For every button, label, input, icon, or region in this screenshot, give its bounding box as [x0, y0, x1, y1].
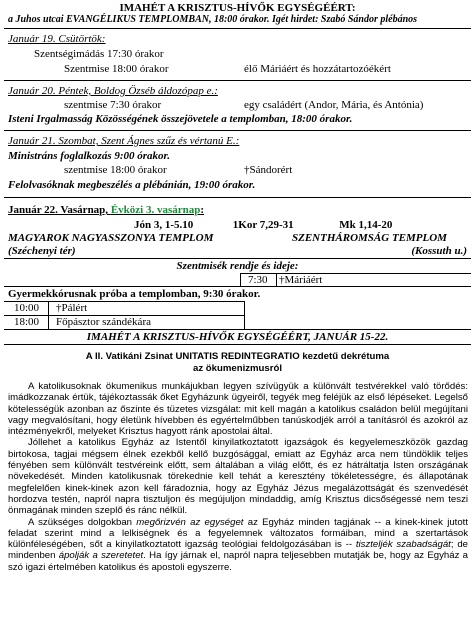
table-border: [244, 301, 245, 329]
article-paragraph-1: A katolikusoknak ökumenikus munkájukban legyen szívügyük a különvált testvérekkel való törődés: imádkozzanak értük, tájékoztassák őket Egyházunk ügyeiről, tegyék meg feléjük az első lépéseket. Legelső kötelességük azonban az őszinte és tüzetes vizsgálat: mit kell magán a katolikus családon belül megújítani vagy megvalósítani, hogy életünk hívebben és egyértelműbben tanúskodjék arról a tanításról és azokról az intézményekről, melyeket Krisztus hagyott ránk apostolai által.: [8, 381, 468, 438]
p3-text: A szükséges dolgokban: [28, 516, 137, 528]
table-border: [240, 273, 241, 286]
table-footer: IMAHÉT A KRISZTUS-HÍVŐK EGYSÉGÉÉRT, JANUÁR 15-22.: [86, 331, 389, 343]
table-border: [4, 329, 471, 330]
day-date: Január 19. Csütörtök:: [8, 33, 106, 45]
table-border: [48, 301, 49, 329]
article-body: [8, 381, 468, 573]
table-border: [276, 273, 277, 286]
sunday-liturgical-name: Évközi 3. vasárnap: [110, 204, 201, 216]
church-name-left: MAGYAROK NAGYASSZONYA TEMPLOM: [8, 232, 214, 244]
mass-time: 10:00: [14, 302, 40, 314]
reading-1: Jón 3, 1-5.10: [134, 219, 194, 231]
mass-intention: Főpásztor szándékára: [56, 316, 151, 328]
event-meeting: Isteni Irgalmasság Közösségének összejövetele a templomban, 18:00 órakor.: [8, 113, 353, 125]
divider: [4, 28, 471, 29]
event-mass: szentmise 18:00 órakor: [64, 164, 167, 176]
day-date: Január 21. Szombat, Szent Ágnes szűz és vértanú E.:: [8, 135, 240, 147]
table-header: Szentmisék rendje és ideje:: [176, 260, 299, 272]
church-location-right: (Kossuth u.): [411, 245, 467, 257]
table-border: [4, 258, 471, 259]
mass-intention: †Máriáért: [279, 274, 323, 286]
table-border: [4, 301, 244, 302]
divider: [4, 197, 471, 198]
choir-rehearsal: Gyermekkórusnak próba a templomban, 9:30 órakor.: [8, 288, 261, 300]
day-date: Január 20. Péntek, Boldog Özséb áldozópap e.:: [8, 85, 218, 97]
p3-emphasis: ápolják a szeretetet: [58, 550, 144, 562]
sunday-date: [8, 204, 204, 216]
event-ministrants: Ministráns foglalkozás 9:00 órakor.: [8, 150, 170, 162]
header-title: IMAHÉT A KRISZTUS-HÍVŐK EGYSÉGÉÉRT:: [119, 2, 356, 14]
church-name-right: SZENTHÁROMSÁG TEMPLOM: [292, 232, 447, 244]
p3-emphasis: megőrizvén az egységet: [136, 516, 244, 528]
event-mass: szentmise 7:30 órakor: [64, 99, 162, 111]
table-border: [4, 286, 471, 287]
mass-intention: †Pálért: [56, 302, 88, 314]
divider: [4, 80, 471, 81]
reading-2: 1Kor 7,29-31: [232, 219, 294, 231]
readings: [134, 219, 392, 231]
article-title-line1: A II. Vatikáni Zsinat UNITATIS REDINTEGRATIO kezdetű dekrétuma: [85, 351, 390, 362]
mass-time: 7:30: [248, 274, 268, 286]
p3-emphasis: tiszteljék szabadságát: [355, 539, 451, 551]
article-paragraph-3: [8, 517, 468, 573]
header-subtitle: a Juhos utcai EVANGÉLIKUS TEMPLOMBAN, 18:00 órakor. Igét hirdet: Szabó Sándor plébános: [8, 14, 418, 25]
table-border: [4, 344, 471, 345]
table-border: [240, 273, 471, 274]
mass-intention: élő Máriáért és hozzátartozóékért: [244, 63, 391, 75]
article-title-line2: az ökumenizmusról: [192, 363, 283, 374]
event-adoration: Szentségimádás 17:30 órakor: [34, 48, 164, 60]
p3-text: . Ha így járnak el, napról napra teljesebben mutatják be, hogy az Egyház a szó igazi értelmében katolikus és apostoli egyszerre.: [8, 550, 468, 573]
mass-time: 18:00: [14, 316, 40, 328]
event-readers: Felolvasóknak megbeszélés a plébánián, 19:00 órakor.: [8, 179, 256, 191]
sunday-date-text: Január 22. Vasárnap,: [8, 204, 109, 216]
table-border: [4, 315, 244, 316]
mass-intention: †Sándorért: [244, 164, 293, 176]
church-location-left: (Széchenyi tér): [8, 245, 76, 257]
p3-text: az Egyház minden tagjának -- a kinek-kinek jutott feladat szerint mind a lelkiségnek és a fegyelemnek változatos formáiban, mind a szertartások különféleségében, sőt a kinyilatkoztatott igazság teológiai feldolgozásában is --: [8, 516, 468, 551]
divider: [4, 130, 471, 131]
reading-3: Mk 1,14-20: [339, 219, 393, 231]
p3-text: ; de mindenben: [8, 539, 468, 562]
article-paragraph-2: Jóllehet a katolikus Egyház az Istentől kinyilatkoztatott igazságok és kegyelemeszközök gazdag birtokosa, tagjai mégsem élnek ezekből kellő buzgósággal, emiatt az Egyház arca nem tündöklik teljes fényében sem különvált testvéreink előtt, sem általában a világ előtt, és ez hátráltatja Isten országának növekedését. Minden katolikusnak törekednie kell tehát a keresztény tökéletességre, és állapotának megfelelően kinek-kinek azon kell fáradoznia, hogy az Egyház Jézus megalázottságát és szenvedését hordozva testén, napról napra tisztuljon és megújuljon mindaddig, amíg Krisztus dicsőségessé nem teszi önmagának minden szeplő és ránc nélkül.: [8, 437, 468, 517]
event-mass: Szentmise 18:00 órakor: [64, 63, 169, 75]
mass-intention: egy családért (Andor, Mária, és Antónia): [244, 99, 424, 111]
sunday-date-colon: :: [200, 204, 205, 216]
